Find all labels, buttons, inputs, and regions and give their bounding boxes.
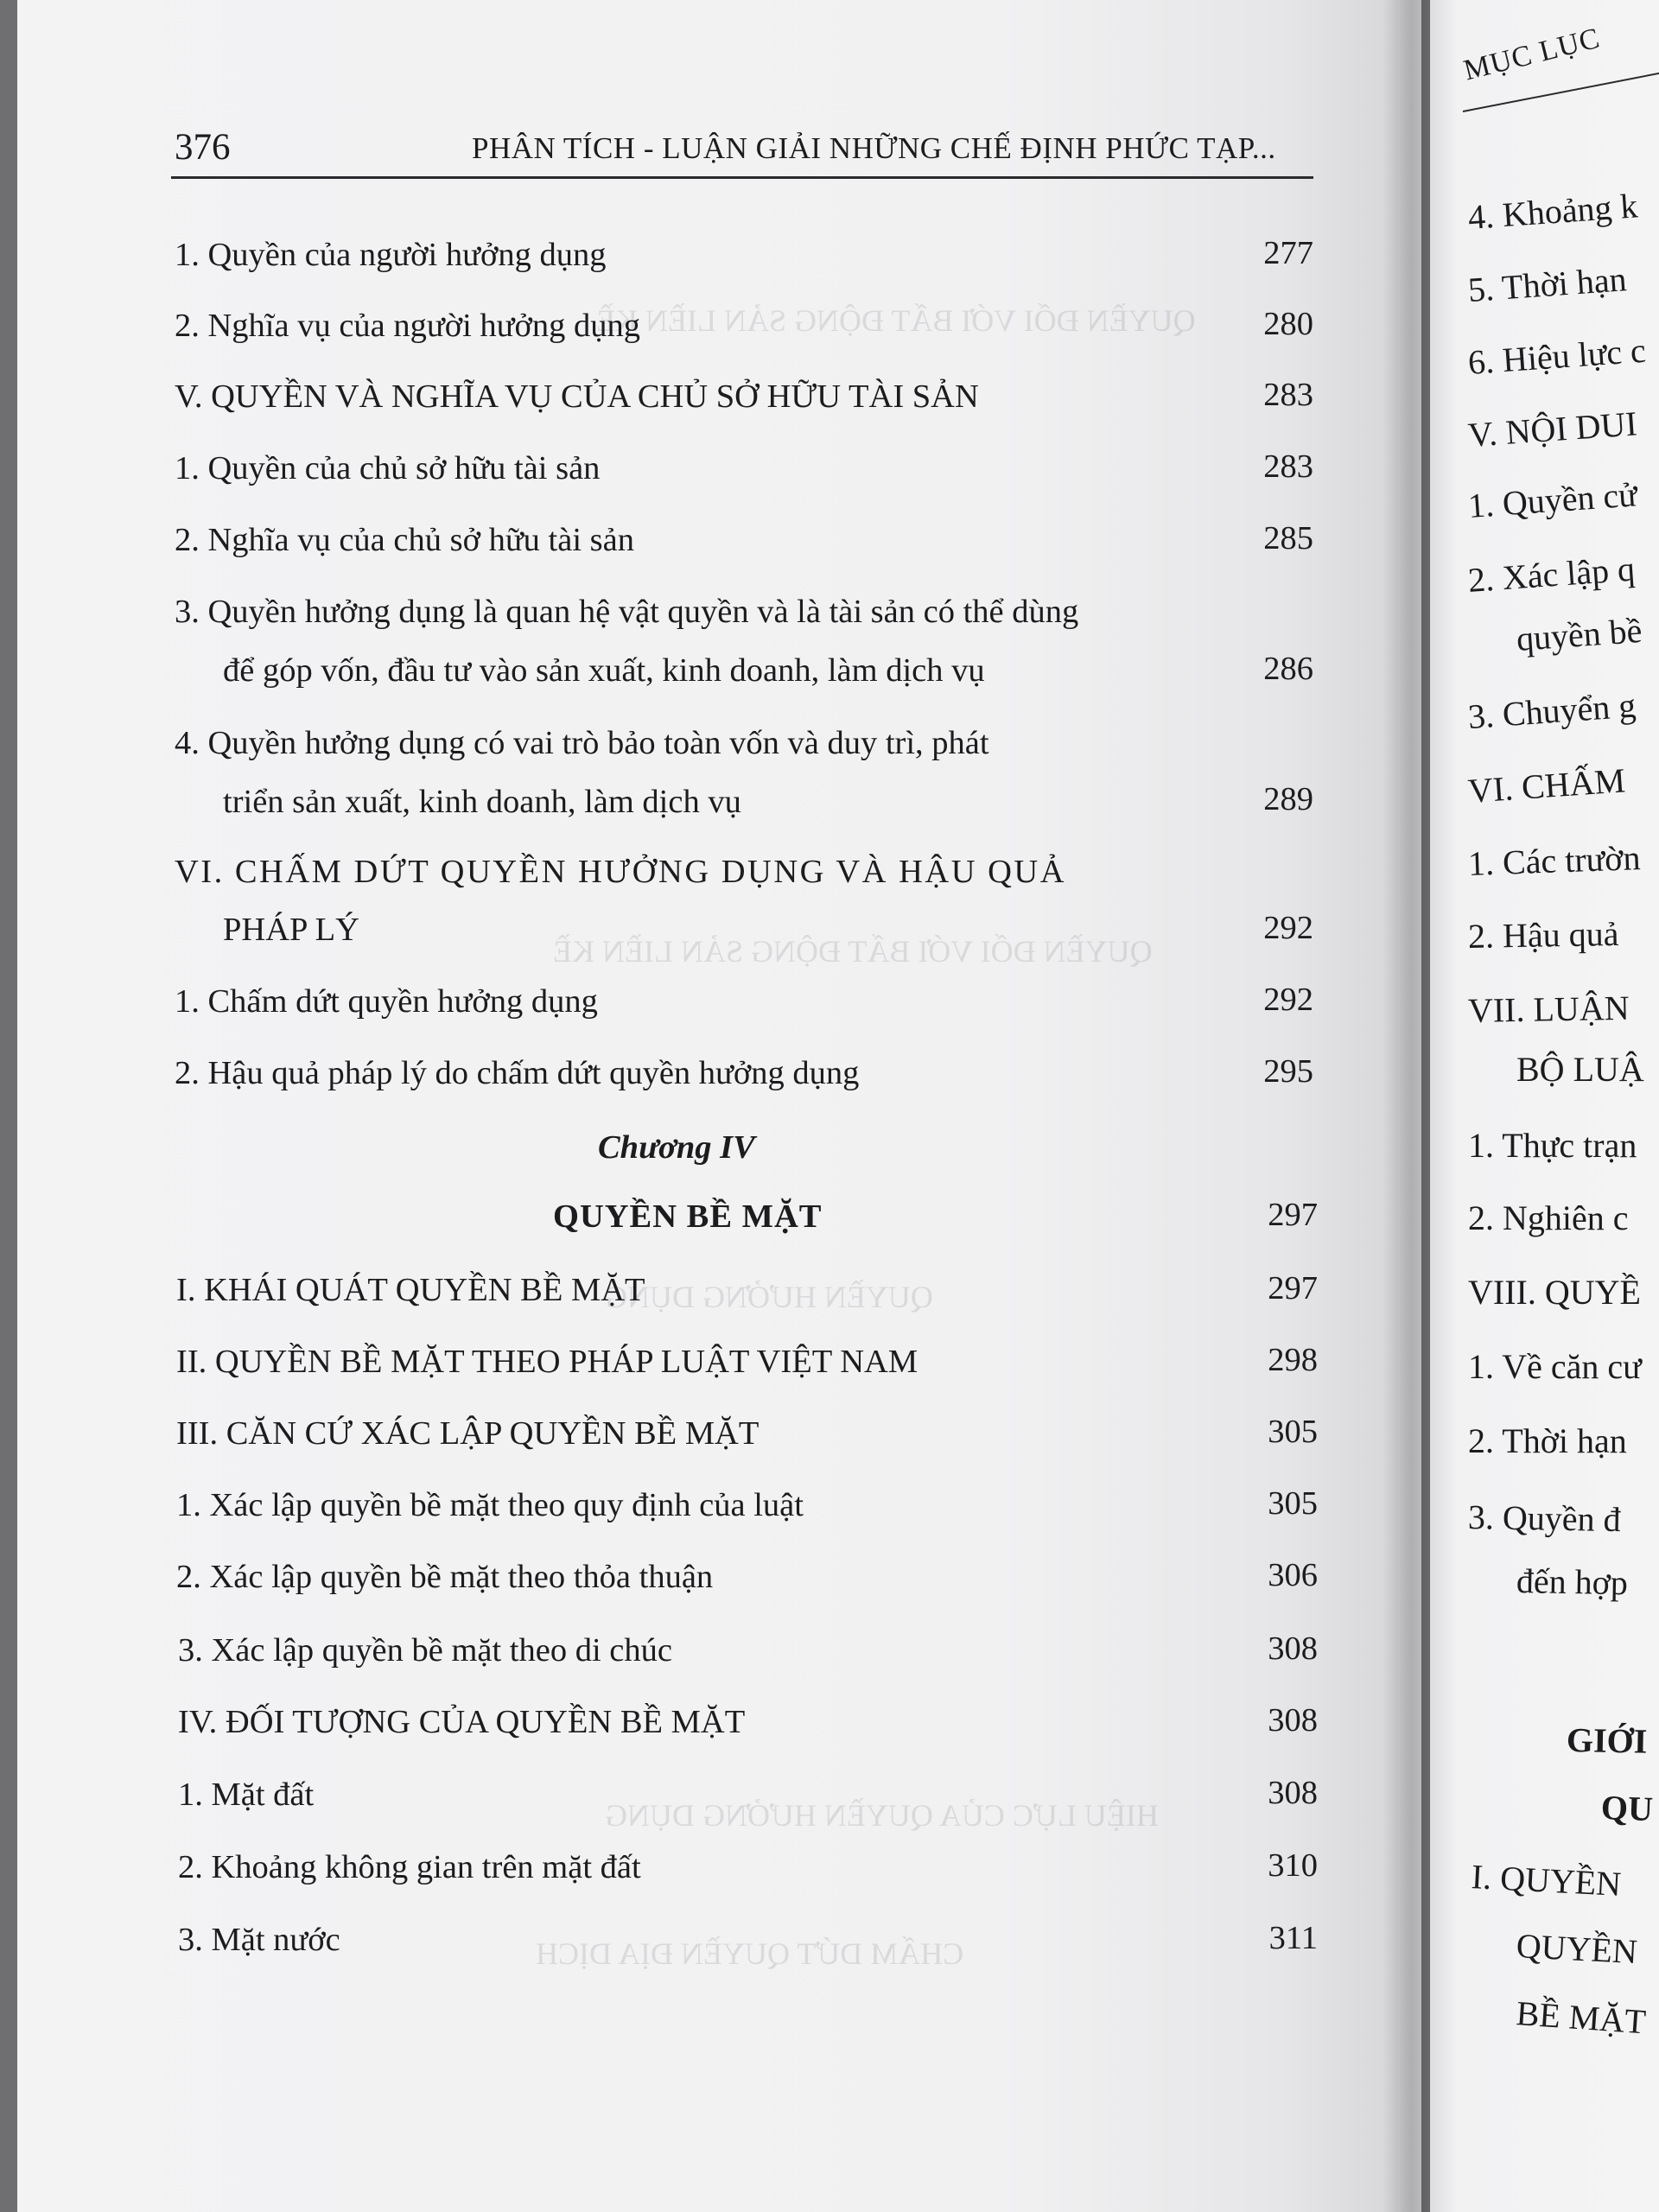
toc-entry-text: II. QUYỀN BỀ MẶT THEO PHÁP LUẬT VIỆT NAM bbox=[176, 1344, 918, 1380]
toc-entry-text: III. CĂN CỨ XÁC LẬP QUYỀN BỀ MẶT bbox=[176, 1415, 760, 1452]
right-page-line: GIỚI bbox=[1566, 1720, 1648, 1761]
toc-entry-page: 277 bbox=[1263, 235, 1313, 271]
book-gutter bbox=[1382, 0, 1434, 2212]
toc-entry-page: 305 bbox=[1268, 1485, 1318, 1522]
toc-entry-text-continued: PHÁP LÝ bbox=[223, 912, 359, 948]
right-page-line: quyền bề bbox=[1515, 610, 1643, 658]
right-page-line: QUYỀN bbox=[1515, 1926, 1638, 1972]
right-page-line: 2. Thời hạn bbox=[1468, 1421, 1627, 1460]
chapter-label: Chương IV bbox=[598, 1129, 755, 1166]
toc-entry-text: 3. Xác lập quyền bề mặt theo di chúc bbox=[178, 1632, 672, 1669]
toc-entry-text: V. QUYỀN VÀ NGHĨA VỤ CỦA CHỦ SỞ HỮU TÀI SẢN bbox=[175, 378, 979, 415]
toc-entry-text: 1. Xác lập quyền bề mặt theo quy định của luật bbox=[176, 1487, 804, 1523]
toc-entry-text-continued: để góp vốn, đầu tư vào sản xuất, kinh doanh, làm dịch vụ bbox=[223, 652, 985, 689]
right-page-line: VII. LUẬN bbox=[1467, 988, 1630, 1030]
toc-entry-page: 283 bbox=[1263, 377, 1313, 413]
toc-entry-text: 2. Xác lập quyền bề mặt theo thỏa thuận bbox=[176, 1559, 714, 1595]
toc-entry-page: 305 bbox=[1268, 1414, 1318, 1450]
toc-entry-text-continued: triển sản xuất, kinh doanh, làm dịch vụ bbox=[223, 784, 741, 820]
toc-entry-page: 285 bbox=[1263, 520, 1313, 556]
toc-entry-page: 297 bbox=[1268, 1270, 1318, 1306]
show-through-text: HIỆU LỰC CỦA QUYỀN HƯỞNG DỤNG bbox=[605, 1798, 1159, 1833]
right-page-line: V. NỘI DUI bbox=[1466, 404, 1639, 454]
toc-entry-page: 280 bbox=[1263, 306, 1313, 342]
running-title: PHÂN TÍCH - LUẬN GIẢI NHỮNG CHẾ ĐỊNH PHỨC TẠP... bbox=[472, 131, 1276, 165]
toc-entry-text: 2. Khoảng không gian trên mặt đất bbox=[178, 1849, 641, 1885]
toc-entry-text: 2. Nghĩa vụ của người hưởng dụng bbox=[175, 308, 641, 344]
toc-entry-text: 1. Mặt đất bbox=[178, 1777, 315, 1813]
show-through-text: QUYỀN HƯỞNG DỤNG bbox=[605, 1280, 933, 1314]
toc-entry-text: I. KHÁI QUÁT QUYỀN BỀ MẶT bbox=[176, 1272, 645, 1308]
right-page-line: đến hợp bbox=[1516, 1561, 1629, 1603]
toc-entry-page: 289 bbox=[1263, 781, 1313, 817]
show-through-text: CHẤM DỨT QUYỀN ĐỊA DỊCH bbox=[536, 1936, 964, 1971]
right-page-line: VIII. QUYỀ bbox=[1468, 1273, 1641, 1312]
right-page-line: 1. Thực trạn bbox=[1468, 1126, 1637, 1165]
toc-entry-text: 4. Quyền hưởng dụng có vai trò bảo toàn vốn và duy trì, phát bbox=[175, 725, 989, 761]
right-page-line: 3. Chuyển g bbox=[1466, 685, 1637, 736]
right-page-line: 1. Quyền cử bbox=[1466, 474, 1639, 525]
toc-entry-page: 298 bbox=[1268, 1342, 1318, 1378]
right-page-line: 2. Nghiên c bbox=[1468, 1198, 1629, 1237]
toc-entry-text: VI. CHẤM DỨT QUYỀN HƯỞNG DỤNG VÀ HẬU QUẢ bbox=[175, 854, 1067, 890]
right-page-line: 6. Hiệu lực c bbox=[1466, 330, 1648, 382]
toc-entry-text: 1. Quyền của người hưởng dụng bbox=[175, 237, 607, 273]
right-page-line: 1. Các trườn bbox=[1467, 838, 1642, 883]
toc-entry-page: 292 bbox=[1263, 982, 1313, 1018]
toc-entry-page: 297 bbox=[1268, 1197, 1318, 1233]
page-number: 376 bbox=[175, 127, 231, 168]
right-page-line: 2. Xác lập q bbox=[1466, 549, 1637, 600]
toc-entry-page: 306 bbox=[1268, 1557, 1318, 1593]
toc-entry-page: 283 bbox=[1263, 448, 1313, 485]
right-page-line: I. QUYỀN bbox=[1470, 1857, 1623, 1904]
toc-entry-text: 3. Quyền hưởng dụng là quan hệ vật quyền và là tài sản có thể dùng bbox=[175, 594, 1079, 630]
right-page-line: 4. Khoảng k bbox=[1466, 186, 1639, 237]
toc-entry-page: 308 bbox=[1268, 1702, 1318, 1738]
right-page-line: 5. Thời hạn bbox=[1466, 259, 1628, 309]
right-page-line: QU bbox=[1600, 1788, 1654, 1829]
show-through-text: QUYỀN ĐỐI VỚI BẤT ĐỘNG SẢN LIỀN KỀ bbox=[596, 303, 1196, 338]
right-page-line: BỘ LUẬ bbox=[1516, 1050, 1644, 1089]
right-page-header: MỤC LỤC bbox=[1460, 22, 1604, 87]
right-page-line: 1. Về căn cư bbox=[1468, 1347, 1642, 1386]
toc-entry-text: IV. ĐỐI TƯỢNG CỦA QUYỀN BỀ MẶT bbox=[178, 1704, 746, 1740]
right-page bbox=[1430, 0, 1659, 2212]
toc-entry-page: 308 bbox=[1268, 1630, 1318, 1667]
toc-entry-page: 308 bbox=[1268, 1775, 1318, 1811]
toc-entry-page: 295 bbox=[1263, 1053, 1313, 1090]
right-page-line: 3. Quyền đ bbox=[1467, 1497, 1622, 1540]
toc-entry-text: 2. Nghĩa vụ của chủ sở hữu tài sản bbox=[175, 522, 634, 558]
toc-entry-text: 1. Chấm dứt quyền hưởng dụng bbox=[175, 983, 598, 1020]
toc-entry-page: 310 bbox=[1268, 1847, 1318, 1884]
toc-entry-page: 286 bbox=[1263, 651, 1313, 687]
toc-entry-text: 3. Mặt nước bbox=[178, 1922, 340, 1958]
toc-entry-page: 311 bbox=[1268, 1920, 1318, 1956]
toc-entry-page: 292 bbox=[1263, 910, 1313, 946]
right-page-line: VI. CHẤM bbox=[1466, 760, 1627, 810]
right-page-line: BỀ MẶT bbox=[1515, 1993, 1648, 2042]
toc-entry-text: 2. Hậu quả pháp lý do chấm dứt quyền hưởng dụng bbox=[175, 1055, 860, 1091]
chapter-title: QUYỀN BỀ MẶT bbox=[553, 1198, 823, 1235]
right-page-line: 2. Hậu quả bbox=[1467, 913, 1619, 956]
toc-entry-text: 1. Quyền của chủ sở hữu tài sản bbox=[175, 450, 601, 486]
show-through-text: QUYỀN ĐỐI VỚI BẤT ĐỘNG SẢN LIỀN KỀ bbox=[553, 934, 1153, 969]
